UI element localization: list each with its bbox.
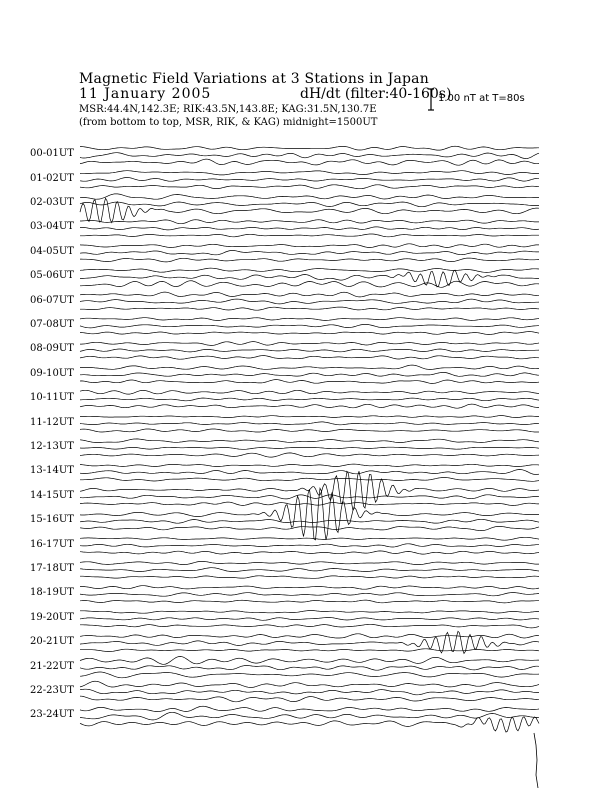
- trace-kag: [80, 537, 539, 540]
- trace-msr: [80, 380, 539, 384]
- trace-kag: [80, 488, 539, 540]
- trace-msr: [80, 649, 539, 652]
- trace-rik: [80, 349, 539, 352]
- hour-label: 14-15UT: [30, 489, 74, 501]
- trace-kag: [80, 611, 539, 614]
- trace-kag: [80, 561, 539, 564]
- hour-label: 01-02UT: [30, 172, 74, 184]
- trace-msr: [80, 672, 539, 678]
- trace-kag: [80, 194, 539, 199]
- trace-rik: [80, 470, 539, 475]
- trace-rik: [80, 202, 539, 207]
- trace-rik: [80, 544, 539, 547]
- trace-kag: [80, 586, 539, 590]
- trace-rik: [80, 593, 539, 597]
- scale-bar-label: 1.00 nT at T=80s: [438, 93, 525, 104]
- trace-kag: [80, 146, 539, 150]
- station-coordinates: MSR:44.4N,142.3E; RIK:43.5N,143.8E; KAG:31.5N,130.7E: [79, 104, 377, 115]
- trace-msr: [80, 281, 539, 288]
- trace-rik: [80, 447, 539, 449]
- hour-label: 05-06UT: [30, 270, 74, 282]
- trace-kag: [80, 220, 539, 224]
- trace-kag: [80, 706, 539, 711]
- trace-rik: [80, 495, 539, 499]
- trace-kag: [80, 292, 539, 297]
- hour-label: 17-18UT: [30, 563, 74, 574]
- hour-label: 03-04UT: [30, 221, 74, 233]
- trace-msr: [80, 576, 539, 579]
- hour-label: 16-17UT: [30, 538, 74, 550]
- trace-kag: [80, 681, 539, 687]
- hour-label: 09-10UT: [30, 367, 74, 379]
- trace-kag: [80, 318, 539, 321]
- trace-kag: [80, 171, 539, 175]
- hour-label: 19-20UT: [30, 611, 74, 623]
- hour-label: 02-03UT: [30, 197, 74, 208]
- hour-label: 21-22UT: [30, 660, 74, 672]
- trace-rik: [80, 689, 539, 695]
- trace-msr: [80, 696, 539, 702]
- hour-label: 18-19UT: [30, 587, 74, 599]
- trace-rik: [80, 422, 539, 425]
- hour-label: 07-08UT: [30, 319, 74, 330]
- hour-label: 13-14UT: [30, 465, 74, 477]
- chart-title: Magnetic Field Variations at 3 Stations in Japan: [79, 71, 429, 87]
- trace-kag: [80, 464, 539, 466]
- trace-rik: [80, 712, 539, 720]
- trace-rik: [80, 568, 539, 572]
- hour-label: 11-12UT: [30, 416, 74, 428]
- trace-kag: [80, 416, 539, 418]
- trace-rik: [80, 398, 539, 401]
- trace-msr: [80, 624, 539, 628]
- trace-kag: [80, 365, 539, 369]
- hour-label: 20-21UT: [30, 636, 74, 648]
- station-order-note: (from bottom to top, MSR, RIK, & KAG) midnight=1500UT: [79, 117, 378, 128]
- trace-rik: [80, 227, 539, 230]
- hour-label: 06-07UT: [30, 294, 74, 306]
- trace-msr: [80, 356, 539, 360]
- trace-rik: [80, 178, 539, 182]
- trace-msr: [80, 600, 539, 603]
- trace-group: [80, 146, 539, 788]
- trace-rik: [80, 618, 539, 621]
- trace-rik: [80, 270, 539, 287]
- hour-label: 00-01UT: [30, 148, 74, 160]
- hour-label: 10-11UT: [30, 392, 74, 404]
- trace-msr: [80, 159, 539, 165]
- trace-rik: [80, 251, 539, 255]
- trace-msr: [80, 453, 539, 457]
- trace-rik: [80, 324, 539, 328]
- trace-rik: [80, 372, 539, 376]
- trace-kag: [80, 244, 539, 248]
- trace-msr: [80, 307, 539, 310]
- trace-rik: [80, 666, 539, 671]
- trace-kag: [80, 439, 539, 443]
- hour-label: 15-16UT: [30, 514, 74, 526]
- trace-msr: [80, 502, 539, 505]
- trace-msr: [80, 185, 539, 189]
- trace-msr: [80, 234, 539, 237]
- trace-msr: [80, 404, 539, 408]
- trace-rik: [80, 153, 539, 159]
- trace-msr: [80, 332, 539, 335]
- chart-filter: dH/dt (filter:40-160s): [300, 86, 452, 102]
- trace-msr: [80, 258, 539, 262]
- trace-msr: [80, 551, 539, 554]
- hour-label: 04-05UT: [30, 245, 74, 257]
- hour-label: 22-23UT: [30, 685, 74, 696]
- trace-msr: [80, 198, 539, 222]
- trace-msr: [80, 526, 539, 530]
- trace-kag: [80, 342, 539, 346]
- trace-kag: [80, 268, 539, 272]
- hour-label: 08-09UT: [30, 343, 74, 355]
- trace-tail: [534, 733, 538, 788]
- chart-date: 11 January 2005: [79, 86, 212, 102]
- trace-kag: [80, 656, 539, 664]
- hour-label: 12-13UT: [30, 441, 74, 452]
- trace-rik: [80, 519, 539, 523]
- trace-rik: [80, 299, 539, 304]
- trace-msr: [80, 429, 539, 432]
- trace-msr: [80, 478, 539, 482]
- trace-kag: [80, 390, 539, 394]
- hour-label: 23-24UT: [30, 709, 74, 721]
